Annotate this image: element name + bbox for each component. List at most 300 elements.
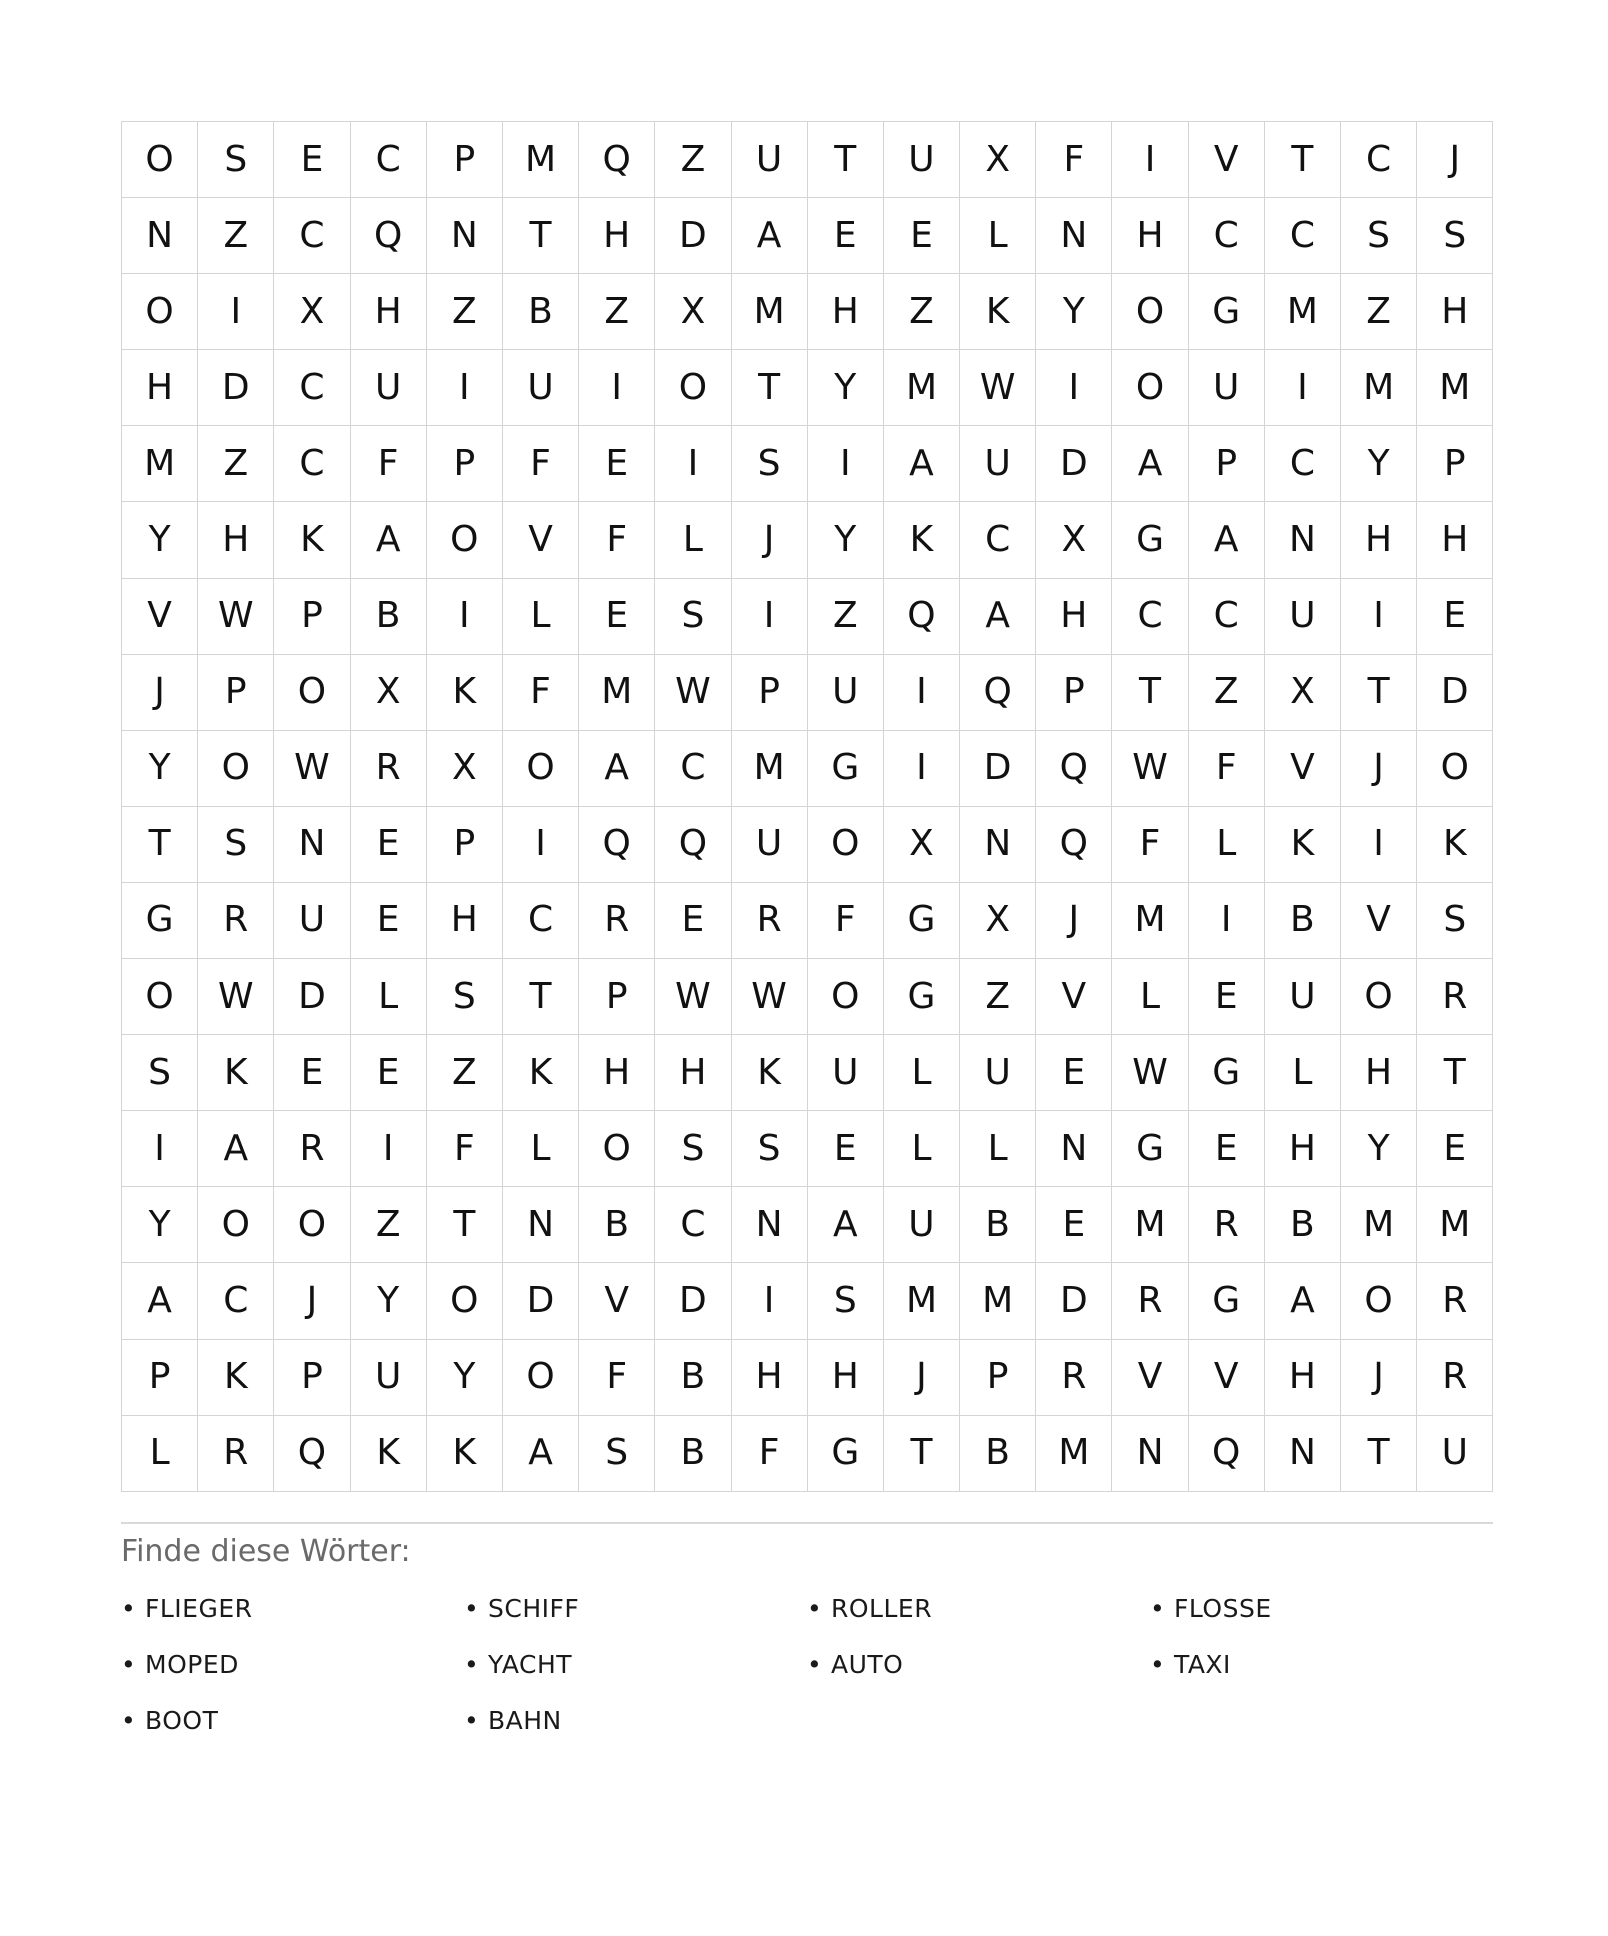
grid-cell[interactable]: O xyxy=(1112,350,1188,426)
grid-cell[interactable]: R xyxy=(351,731,427,807)
grid-cell[interactable]: E xyxy=(1417,579,1493,655)
grid-cell[interactable]: W xyxy=(1112,731,1188,807)
grid-cell[interactable]: L xyxy=(503,579,579,655)
grid-cell[interactable]: P xyxy=(427,122,503,198)
grid-cell[interactable]: H xyxy=(732,1340,808,1416)
grid-cell[interactable]: S xyxy=(655,1111,731,1187)
grid-cell[interactable]: P xyxy=(427,807,503,883)
grid-cell[interactable]: Z xyxy=(579,274,655,350)
grid-cell[interactable]: F xyxy=(1189,731,1265,807)
grid-cell[interactable]: A xyxy=(732,198,808,274)
grid-cell[interactable]: O xyxy=(655,350,731,426)
grid-cell[interactable]: J xyxy=(274,1263,350,1339)
grid-cell[interactable]: V xyxy=(579,1263,655,1339)
grid-cell[interactable]: Y xyxy=(122,731,198,807)
grid-cell[interactable]: O xyxy=(503,1340,579,1416)
grid-cell[interactable]: F xyxy=(1112,807,1188,883)
grid-cell[interactable]: P xyxy=(1036,655,1112,731)
grid-cell[interactable]: H xyxy=(427,883,503,959)
grid-cell[interactable]: O xyxy=(122,274,198,350)
grid-cell[interactable]: K xyxy=(427,1416,503,1492)
grid-cell[interactable]: J xyxy=(1417,122,1493,198)
grid-cell[interactable]: H xyxy=(1417,502,1493,578)
grid-cell[interactable]: A xyxy=(960,579,1036,655)
grid-cell[interactable]: L xyxy=(122,1416,198,1492)
grid-cell[interactable]: C xyxy=(1189,198,1265,274)
grid-cell[interactable]: G xyxy=(1189,1263,1265,1339)
grid-cell[interactable]: R xyxy=(198,883,274,959)
grid-cell[interactable]: E xyxy=(579,426,655,502)
grid-cell[interactable]: R xyxy=(1417,1340,1493,1416)
grid-cell[interactable]: M xyxy=(1341,350,1417,426)
grid-cell[interactable]: U xyxy=(274,883,350,959)
grid-cell[interactable]: N xyxy=(503,1187,579,1263)
grid-cell[interactable]: I xyxy=(198,274,274,350)
grid-cell[interactable]: E xyxy=(1189,959,1265,1035)
grid-cell[interactable]: L xyxy=(884,1111,960,1187)
grid-cell[interactable]: M xyxy=(732,731,808,807)
grid-cell[interactable]: Q xyxy=(351,198,427,274)
grid-cell[interactable]: F xyxy=(732,1416,808,1492)
grid-cell[interactable]: U xyxy=(351,350,427,426)
grid-cell[interactable]: C xyxy=(274,426,350,502)
grid-cell[interactable]: N xyxy=(1112,1416,1188,1492)
grid-cell[interactable]: W xyxy=(198,579,274,655)
grid-cell[interactable]: S xyxy=(1341,198,1417,274)
grid-cell[interactable]: M xyxy=(1265,274,1341,350)
grid-cell[interactable]: A xyxy=(122,1263,198,1339)
grid-cell[interactable]: T xyxy=(1417,1035,1493,1111)
grid-cell[interactable]: Q xyxy=(579,122,655,198)
grid-cell[interactable]: I xyxy=(1036,350,1112,426)
grid-cell[interactable]: L xyxy=(1189,807,1265,883)
grid-cell[interactable]: I xyxy=(1112,122,1188,198)
grid-cell[interactable]: Q xyxy=(1189,1416,1265,1492)
grid-cell[interactable]: C xyxy=(1189,579,1265,655)
grid-cell[interactable]: E xyxy=(1417,1111,1493,1187)
grid-cell[interactable]: O xyxy=(122,959,198,1035)
grid-cell[interactable]: F xyxy=(351,426,427,502)
grid-cell[interactable]: E xyxy=(274,122,350,198)
grid-cell[interactable]: Z xyxy=(808,579,884,655)
grid-cell[interactable]: C xyxy=(274,198,350,274)
grid-cell[interactable]: J xyxy=(1036,883,1112,959)
grid-cell[interactable]: I xyxy=(1265,350,1341,426)
grid-cell[interactable]: H xyxy=(808,1340,884,1416)
grid-cell[interactable]: O xyxy=(274,655,350,731)
grid-cell[interactable]: C xyxy=(274,350,350,426)
grid-cell[interactable]: U xyxy=(503,350,579,426)
grid-cell[interactable]: E xyxy=(1036,1187,1112,1263)
grid-cell[interactable]: B xyxy=(655,1340,731,1416)
grid-cell[interactable]: T xyxy=(808,122,884,198)
grid-cell[interactable]: Q xyxy=(1036,807,1112,883)
grid-cell[interactable]: P xyxy=(1189,426,1265,502)
grid-cell[interactable]: N xyxy=(1036,198,1112,274)
grid-cell[interactable]: G xyxy=(1112,502,1188,578)
grid-cell[interactable]: W xyxy=(655,959,731,1035)
grid-cell[interactable]: B xyxy=(503,274,579,350)
grid-cell[interactable]: I xyxy=(579,350,655,426)
grid-cell[interactable]: S xyxy=(1417,198,1493,274)
grid-cell[interactable]: O xyxy=(427,502,503,578)
grid-cell[interactable]: Z xyxy=(960,959,1036,1035)
grid-cell[interactable]: L xyxy=(884,1035,960,1111)
grid-cell[interactable]: B xyxy=(960,1416,1036,1492)
grid-cell[interactable]: C xyxy=(655,731,731,807)
grid-cell[interactable]: E xyxy=(655,883,731,959)
grid-cell[interactable]: L xyxy=(351,959,427,1035)
grid-cell[interactable]: S xyxy=(427,959,503,1035)
grid-cell[interactable]: Q xyxy=(579,807,655,883)
grid-cell[interactable]: J xyxy=(732,502,808,578)
grid-cell[interactable]: U xyxy=(884,1187,960,1263)
grid-cell[interactable]: K xyxy=(198,1340,274,1416)
grid-cell[interactable]: Z xyxy=(427,1035,503,1111)
grid-cell[interactable]: D xyxy=(960,731,1036,807)
grid-cell[interactable]: U xyxy=(808,655,884,731)
grid-cell[interactable]: A xyxy=(1112,426,1188,502)
grid-cell[interactable]: O xyxy=(1112,274,1188,350)
grid-cell[interactable]: T xyxy=(1341,1416,1417,1492)
grid-cell[interactable]: I xyxy=(1341,579,1417,655)
grid-cell[interactable]: P xyxy=(198,655,274,731)
grid-cell[interactable]: R xyxy=(1112,1263,1188,1339)
grid-cell[interactable]: G xyxy=(884,959,960,1035)
grid-cell[interactable]: W xyxy=(960,350,1036,426)
grid-cell[interactable]: C xyxy=(1265,198,1341,274)
grid-cell[interactable]: U xyxy=(960,1035,1036,1111)
grid-cell[interactable]: T xyxy=(427,1187,503,1263)
grid-cell[interactable]: M xyxy=(960,1263,1036,1339)
grid-cell[interactable]: A xyxy=(1189,502,1265,578)
grid-cell[interactable]: O xyxy=(808,807,884,883)
grid-cell[interactable]: U xyxy=(732,122,808,198)
grid-cell[interactable]: H xyxy=(1341,502,1417,578)
grid-cell[interactable]: Y xyxy=(427,1340,503,1416)
grid-cell[interactable]: Z xyxy=(351,1187,427,1263)
grid-cell[interactable]: Z xyxy=(198,426,274,502)
grid-cell[interactable]: X xyxy=(960,883,1036,959)
grid-cell[interactable]: X xyxy=(1036,502,1112,578)
grid-cell[interactable]: H xyxy=(1036,579,1112,655)
grid-cell[interactable]: W xyxy=(732,959,808,1035)
grid-cell[interactable]: F xyxy=(579,1340,655,1416)
grid-cell[interactable]: W xyxy=(655,655,731,731)
grid-cell[interactable]: V xyxy=(1036,959,1112,1035)
grid-cell[interactable]: L xyxy=(1112,959,1188,1035)
grid-cell[interactable]: X xyxy=(351,655,427,731)
grid-cell[interactable]: H xyxy=(122,350,198,426)
grid-cell[interactable]: N xyxy=(1036,1111,1112,1187)
grid-cell[interactable]: E xyxy=(351,883,427,959)
grid-cell[interactable]: N xyxy=(732,1187,808,1263)
grid-cell[interactable]: S xyxy=(198,807,274,883)
grid-cell[interactable]: U xyxy=(1265,959,1341,1035)
grid-cell[interactable]: Z xyxy=(884,274,960,350)
grid-cell[interactable]: L xyxy=(960,1111,1036,1187)
grid-cell[interactable]: R xyxy=(1417,1263,1493,1339)
grid-cell[interactable]: H xyxy=(655,1035,731,1111)
grid-cell[interactable]: B xyxy=(1265,883,1341,959)
grid-cell[interactable]: Z xyxy=(427,274,503,350)
grid-cell[interactable]: S xyxy=(122,1035,198,1111)
grid-cell[interactable]: J xyxy=(1341,1340,1417,1416)
grid-cell[interactable]: O xyxy=(808,959,884,1035)
grid-cell[interactable]: M xyxy=(1112,1187,1188,1263)
grid-cell[interactable]: O xyxy=(198,1187,274,1263)
grid-cell[interactable]: B xyxy=(351,579,427,655)
grid-cell[interactable]: K xyxy=(884,502,960,578)
grid-cell[interactable]: H xyxy=(808,274,884,350)
grid-cell[interactable]: U xyxy=(1417,1416,1493,1492)
grid-cell[interactable]: O xyxy=(122,122,198,198)
grid-cell[interactable]: Q xyxy=(1036,731,1112,807)
grid-cell[interactable]: H xyxy=(1265,1111,1341,1187)
grid-cell[interactable]: D xyxy=(1036,426,1112,502)
grid-cell[interactable]: D xyxy=(1417,655,1493,731)
grid-cell[interactable]: C xyxy=(1112,579,1188,655)
grid-cell[interactable]: G xyxy=(808,1416,884,1492)
grid-cell[interactable]: P xyxy=(732,655,808,731)
grid-cell[interactable]: U xyxy=(1265,579,1341,655)
grid-cell[interactable]: P xyxy=(579,959,655,1035)
grid-cell[interactable]: K xyxy=(960,274,1036,350)
grid-cell[interactable]: T xyxy=(1112,655,1188,731)
grid-cell[interactable]: E xyxy=(1189,1111,1265,1187)
grid-cell[interactable]: K xyxy=(274,502,350,578)
grid-cell[interactable]: D xyxy=(655,1263,731,1339)
grid-cell[interactable]: I xyxy=(1189,883,1265,959)
grid-cell[interactable]: B xyxy=(960,1187,1036,1263)
grid-cell[interactable]: H xyxy=(1417,274,1493,350)
grid-cell[interactable]: E xyxy=(1036,1035,1112,1111)
grid-cell[interactable]: R xyxy=(732,883,808,959)
grid-cell[interactable]: X xyxy=(427,731,503,807)
grid-cell[interactable]: C xyxy=(960,502,1036,578)
grid-cell[interactable]: A xyxy=(503,1416,579,1492)
grid-cell[interactable]: Z xyxy=(1189,655,1265,731)
grid-cell[interactable]: I xyxy=(427,350,503,426)
grid-cell[interactable]: K xyxy=(198,1035,274,1111)
grid-cell[interactable]: C xyxy=(351,122,427,198)
grid-cell[interactable]: J xyxy=(122,655,198,731)
grid-cell[interactable]: Q xyxy=(274,1416,350,1492)
grid-cell[interactable]: O xyxy=(198,731,274,807)
grid-cell[interactable]: O xyxy=(1417,731,1493,807)
grid-cell[interactable]: T xyxy=(503,959,579,1035)
grid-cell[interactable]: S xyxy=(732,1111,808,1187)
grid-cell[interactable]: O xyxy=(579,1111,655,1187)
grid-cell[interactable]: T xyxy=(122,807,198,883)
grid-cell[interactable]: I xyxy=(884,655,960,731)
grid-cell[interactable]: J xyxy=(1341,731,1417,807)
grid-cell[interactable]: W xyxy=(198,959,274,1035)
grid-cell[interactable]: N xyxy=(960,807,1036,883)
grid-cell[interactable]: K xyxy=(503,1035,579,1111)
grid-cell[interactable]: G xyxy=(122,883,198,959)
grid-cell[interactable]: Y xyxy=(1036,274,1112,350)
grid-cell[interactable]: G xyxy=(1112,1111,1188,1187)
grid-cell[interactable]: M xyxy=(732,274,808,350)
grid-cell[interactable]: M xyxy=(1417,350,1493,426)
grid-cell[interactable]: T xyxy=(1341,655,1417,731)
grid-cell[interactable]: F xyxy=(427,1111,503,1187)
grid-cell[interactable]: L xyxy=(1265,1035,1341,1111)
grid-cell[interactable]: R xyxy=(1189,1187,1265,1263)
grid-cell[interactable]: H xyxy=(1341,1035,1417,1111)
grid-cell[interactable]: C xyxy=(198,1263,274,1339)
grid-cell[interactable]: U xyxy=(884,122,960,198)
grid-cell[interactable]: H xyxy=(1112,198,1188,274)
grid-cell[interactable]: F xyxy=(503,655,579,731)
grid-cell[interactable]: Q xyxy=(884,579,960,655)
grid-cell[interactable]: M xyxy=(884,350,960,426)
grid-cell[interactable]: K xyxy=(1265,807,1341,883)
grid-cell[interactable]: A xyxy=(351,502,427,578)
grid-cell[interactable]: N xyxy=(1265,1416,1341,1492)
grid-cell[interactable]: N xyxy=(274,807,350,883)
grid-cell[interactable]: D xyxy=(1036,1263,1112,1339)
grid-cell[interactable]: D xyxy=(655,198,731,274)
grid-cell[interactable]: T xyxy=(732,350,808,426)
grid-cell[interactable]: Z xyxy=(1341,274,1417,350)
grid-cell[interactable]: Z xyxy=(655,122,731,198)
grid-cell[interactable]: W xyxy=(274,731,350,807)
grid-cell[interactable]: E xyxy=(808,198,884,274)
grid-cell[interactable]: S xyxy=(579,1416,655,1492)
grid-cell[interactable]: A xyxy=(579,731,655,807)
grid-cell[interactable]: O xyxy=(1341,1263,1417,1339)
grid-cell[interactable]: I xyxy=(351,1111,427,1187)
grid-cell[interactable]: W xyxy=(1112,1035,1188,1111)
grid-cell[interactable]: B xyxy=(655,1416,731,1492)
grid-cell[interactable]: X xyxy=(960,122,1036,198)
grid-cell[interactable]: D xyxy=(274,959,350,1035)
grid-cell[interactable]: P xyxy=(122,1340,198,1416)
grid-cell[interactable]: H xyxy=(579,1035,655,1111)
grid-cell[interactable]: E xyxy=(884,198,960,274)
grid-cell[interactable]: C xyxy=(1341,122,1417,198)
grid-cell[interactable]: K xyxy=(351,1416,427,1492)
grid-cell[interactable]: E xyxy=(808,1111,884,1187)
grid-cell[interactable]: Y xyxy=(1341,1111,1417,1187)
grid-cell[interactable]: F xyxy=(503,426,579,502)
grid-cell[interactable]: K xyxy=(427,655,503,731)
grid-cell[interactable]: X xyxy=(655,274,731,350)
grid-cell[interactable]: R xyxy=(198,1416,274,1492)
grid-cell[interactable]: X xyxy=(1265,655,1341,731)
grid-cell[interactable]: A xyxy=(884,426,960,502)
grid-cell[interactable]: G xyxy=(1189,274,1265,350)
grid-cell[interactable]: U xyxy=(808,1035,884,1111)
grid-cell[interactable]: G xyxy=(1189,1035,1265,1111)
grid-cell[interactable]: U xyxy=(1189,350,1265,426)
grid-cell[interactable]: L xyxy=(655,502,731,578)
grid-cell[interactable]: M xyxy=(1341,1187,1417,1263)
grid-cell[interactable]: M xyxy=(884,1263,960,1339)
grid-cell[interactable]: O xyxy=(427,1263,503,1339)
grid-cell[interactable]: N xyxy=(427,198,503,274)
grid-cell[interactable]: S xyxy=(732,426,808,502)
grid-cell[interactable]: I xyxy=(122,1111,198,1187)
grid-cell[interactable]: K xyxy=(1417,807,1493,883)
grid-cell[interactable]: D xyxy=(503,1263,579,1339)
grid-cell[interactable]: Y xyxy=(122,1187,198,1263)
grid-cell[interactable]: C xyxy=(1265,426,1341,502)
grid-cell[interactable]: G xyxy=(808,731,884,807)
grid-cell[interactable]: C xyxy=(503,883,579,959)
grid-cell[interactable]: N xyxy=(122,198,198,274)
grid-cell[interactable]: O xyxy=(503,731,579,807)
grid-cell[interactable]: P xyxy=(427,426,503,502)
grid-cell[interactable]: T xyxy=(503,198,579,274)
grid-cell[interactable]: L xyxy=(960,198,1036,274)
grid-cell[interactable]: V xyxy=(1189,122,1265,198)
grid-cell[interactable]: B xyxy=(579,1187,655,1263)
grid-cell[interactable]: I xyxy=(808,426,884,502)
grid-cell[interactable]: E xyxy=(351,807,427,883)
grid-cell[interactable]: I xyxy=(427,579,503,655)
grid-cell[interactable]: R xyxy=(1417,959,1493,1035)
grid-cell[interactable]: G xyxy=(884,883,960,959)
grid-cell[interactable]: V xyxy=(122,579,198,655)
grid-cell[interactable]: T xyxy=(884,1416,960,1492)
grid-cell[interactable]: M xyxy=(1112,883,1188,959)
grid-cell[interactable]: F xyxy=(808,883,884,959)
grid-cell[interactable]: A xyxy=(1265,1263,1341,1339)
grid-cell[interactable]: R xyxy=(274,1111,350,1187)
grid-cell[interactable]: V xyxy=(1341,883,1417,959)
grid-cell[interactable]: M xyxy=(579,655,655,731)
grid-cell[interactable]: Z xyxy=(198,198,274,274)
grid-cell[interactable]: H xyxy=(1265,1340,1341,1416)
grid-cell[interactable]: X xyxy=(274,274,350,350)
grid-cell[interactable]: F xyxy=(579,502,655,578)
grid-cell[interactable]: R xyxy=(1036,1340,1112,1416)
grid-cell[interactable]: N xyxy=(1265,502,1341,578)
grid-cell[interactable]: V xyxy=(503,502,579,578)
grid-cell[interactable]: P xyxy=(274,1340,350,1416)
grid-cell[interactable]: S xyxy=(198,122,274,198)
grid-cell[interactable]: S xyxy=(808,1263,884,1339)
grid-cell[interactable]: H xyxy=(351,274,427,350)
grid-cell[interactable]: Q xyxy=(960,655,1036,731)
grid-cell[interactable]: I xyxy=(655,426,731,502)
grid-cell[interactable]: E xyxy=(351,1035,427,1111)
grid-cell[interactable]: I xyxy=(732,1263,808,1339)
grid-cell[interactable]: M xyxy=(1036,1416,1112,1492)
grid-cell[interactable]: U xyxy=(351,1340,427,1416)
grid-cell[interactable]: I xyxy=(1341,807,1417,883)
grid-cell[interactable]: A xyxy=(198,1111,274,1187)
grid-cell[interactable]: J xyxy=(884,1340,960,1416)
grid-cell[interactable]: V xyxy=(1265,731,1341,807)
grid-cell[interactable]: C xyxy=(655,1187,731,1263)
grid-cell[interactable]: A xyxy=(808,1187,884,1263)
grid-cell[interactable]: P xyxy=(960,1340,1036,1416)
grid-cell[interactable]: H xyxy=(198,502,274,578)
grid-cell[interactable]: U xyxy=(960,426,1036,502)
grid-cell[interactable]: S xyxy=(1417,883,1493,959)
grid-cell[interactable]: P xyxy=(274,579,350,655)
grid-cell[interactable]: Y xyxy=(1341,426,1417,502)
grid-cell[interactable]: S xyxy=(655,579,731,655)
grid-cell[interactable]: Y xyxy=(122,502,198,578)
grid-cell[interactable]: D xyxy=(198,350,274,426)
grid-cell[interactable]: V xyxy=(1189,1340,1265,1416)
grid-cell[interactable]: Y xyxy=(808,502,884,578)
